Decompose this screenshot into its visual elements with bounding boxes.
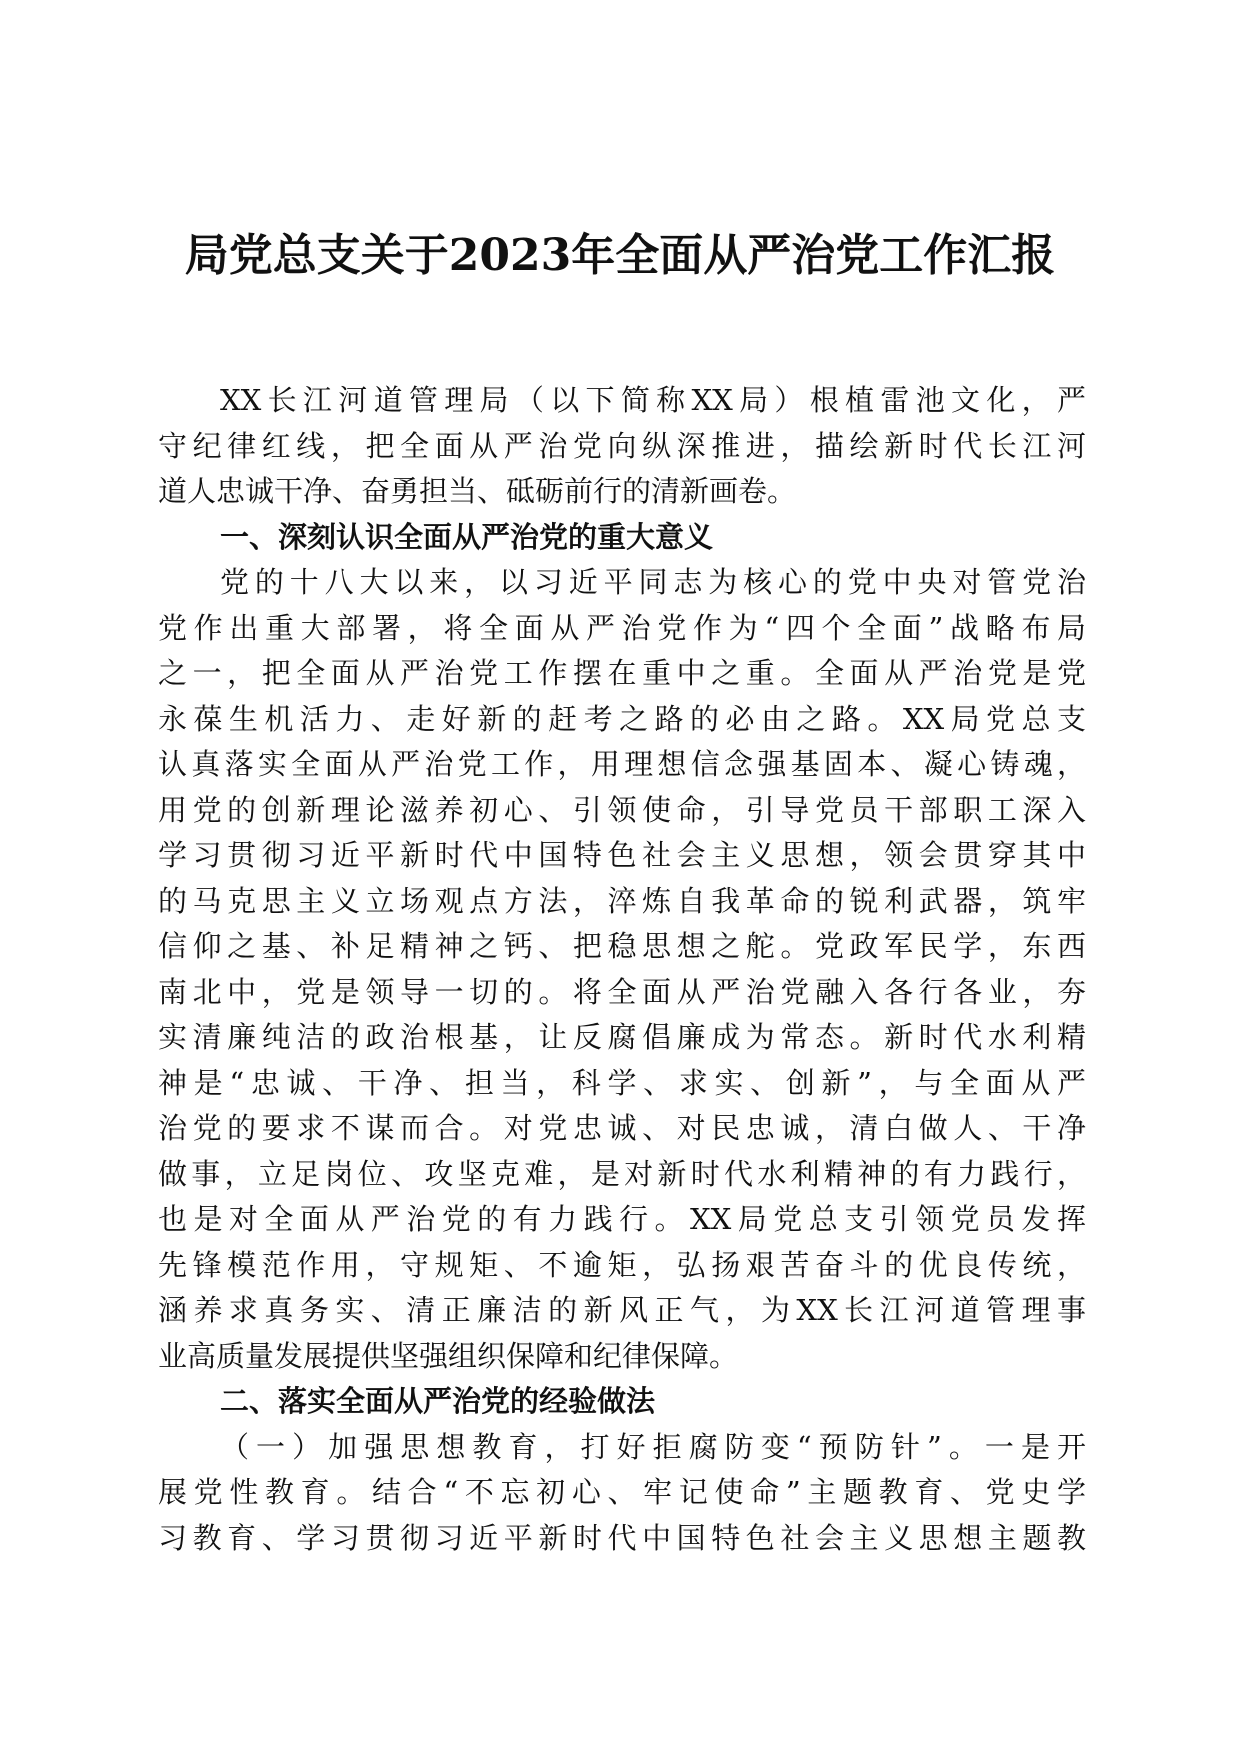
paragraph-line: 先锋模范作用，守规矩、不逾矩，弘扬艰苦奋斗的优良传统，: [158, 1247, 1086, 1282]
document-title: 局党总支关于2023年全面从严治党工作汇报: [184, 230, 1056, 281]
paragraph-line: 涵养求真务实、清正廉洁的新风正气，为XX长江河道管理事: [158, 1293, 1086, 1327]
paragraph-line: 业高质量发展提供坚强组织保障和纪律保障。: [158, 1338, 739, 1373]
paragraph-line: 南北中，党是领导一切的。将全面从严治党融入各行各业，夯: [158, 974, 1086, 1009]
paragraph-line: 也是对全面从严治党的有力践行。XX局党总支引领党员发挥: [158, 1202, 1086, 1236]
paragraph-line: 神是“忠诚、干净、担当，科学、求实、创新”，与全面从严: [158, 1065, 1086, 1100]
paragraph-line: 信仰之基、补足精神之钙、把稳思想之舵。党政军民学，东西: [158, 929, 1086, 963]
intro-line: XX长江河道管理局（以下简称XX局）根植雷池文化，严: [220, 383, 1086, 417]
paragraph-line: 永葆生机活力、走好新的赶考之路的必由之路。XX局党总支: [158, 701, 1086, 736]
paragraph-line: 用党的创新理论滋养初心、引领使命，引导党员干部职工深入: [158, 792, 1086, 827]
intro-line: 道人忠诚干净、奋勇担当、砥砺前行的清新画卷。: [158, 474, 797, 508]
document-body: [158, 378, 1086, 1561]
paragraph-line: 认真落实全面从严治党工作，用理想信念强基固本、凝心铸魂，: [158, 747, 1086, 781]
paragraph-line: 党的十八大以来，以习近平同志为核心的党中央对管党治: [220, 565, 1086, 599]
section-heading-2: 二、落实全面从严治党的经验做法: [220, 1384, 656, 1418]
intro-line: 守纪律红线，把全面从严治党向纵深推进，描绘新时代长江河: [158, 428, 1086, 463]
paragraph-line: 之一，把全面从严治党工作摆在重中之重。全面从严治党是党: [158, 656, 1086, 690]
paragraph-line: 学习贯彻习近平新时代中国特色社会主义思想，领会贯穿其中: [158, 838, 1086, 872]
paragraph-line: 党作出重大部署，将全面从严治党作为“四个全面”战略布局: [158, 610, 1086, 645]
paragraph-line: （一）加强思想教育，打好拒腐防变“预防针”。一是开: [220, 1429, 1086, 1464]
paragraph-line: 治党的要求不谋而合。对党忠诚、对民忠诚，清白做人、干净: [158, 1111, 1086, 1145]
paragraph-line: 做事，立足岗位、攻坚克难，是对新时代水利精神的有力践行，: [158, 1156, 1086, 1191]
paragraph-line: 实清廉纯洁的政治根基，让反腐倡廉成为常态。新时代水利精: [158, 1020, 1086, 1054]
section-heading-1: 一、深刻认识全面从严治党的重大意义: [220, 519, 714, 554]
paragraph-line: 的马克思主义立场观点方法，淬炼自我革命的锐利武器，筑牢: [158, 883, 1086, 918]
paragraph-line: 展党性教育。结合“不忘初心、牢记使命”主题教育、党史学: [158, 1475, 1086, 1509]
paragraph-line: 习教育、学习贯彻习近平新时代中国特色社会主义思想主题教: [158, 1520, 1086, 1555]
